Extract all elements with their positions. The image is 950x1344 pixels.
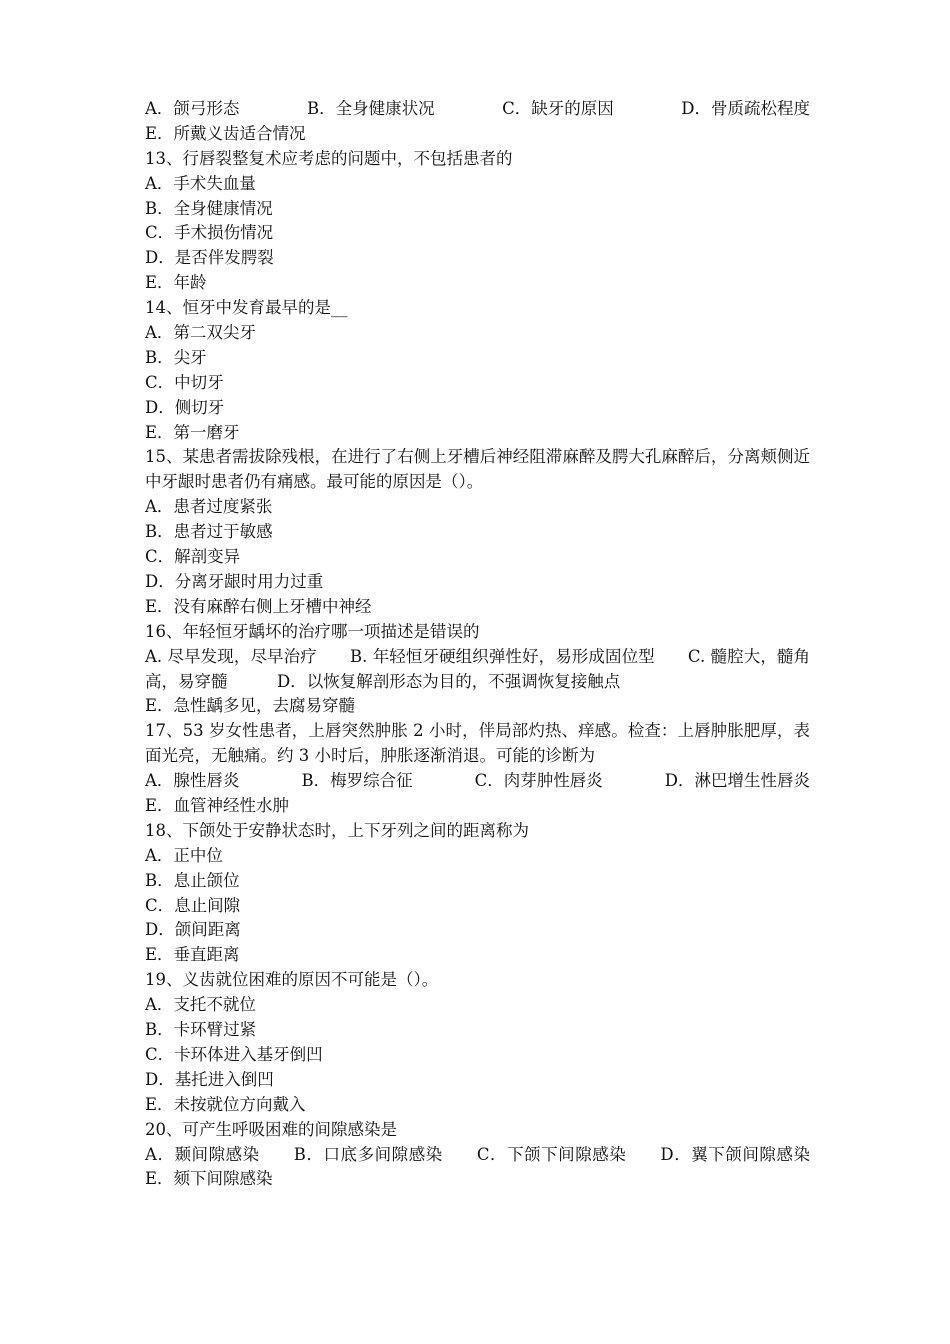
q18-option-c: C．息止间隙 [145,895,241,915]
q12-option-b: B．全身健康状况 [306,99,435,118]
q14-option-d: D．侧切牙 [145,397,225,417]
q20-options-text: A．颞间隙感染 B．口底多间隙感染 C．下颌下间隙感染 D．翼下颌间隙感染 E．颏下间隙感染 [145,1144,843,1189]
q15-option-c: C．解剖变异 [145,547,241,567]
q14-option-c: C．中切牙 [145,372,224,392]
q19-option-e: E．未按就位方向戴入 [145,1094,306,1114]
q13-option-a: A．手术失血量 [145,173,256,193]
q15-option-b: B．患者过于敏感 [145,522,273,542]
q16-option-e: E．急性龋多见，去腐易穿髓 [145,696,356,716]
q12-option-d: D．骨质疏松程度 [681,99,810,118]
exam-page [145,97,843,1192]
q19-option-b: B．卡环臂过紧 [145,1020,257,1040]
q19-option-d: D．基托进入倒凹 [145,1069,274,1089]
q15-option-e: E．没有麻醉右侧上牙槽中神经 [145,596,372,616]
q17-option-c: C．肉芽肿性唇炎 [474,771,603,791]
q14-option-a: A．第二双尖牙 [145,323,256,343]
q16-stem: 16、年轻恒牙龋坏的治疗哪一项描述是错误的 [145,621,480,641]
q14-option-e: E．第一磨牙 [145,422,240,442]
q13-option-d: D．是否伴发腭裂 [145,248,274,268]
q17-option-a: A．腺性唇炎 [145,771,240,791]
q17-stem: 17、53 岁女性患者，上唇突然肿胀 2 小时，伴局部灼热、痒感。检查：上唇肿胀肥厚，表面光亮，无触痛。约 3 小时后，肿胀逐渐消退。可能的诊断为 [145,721,810,766]
q19-option-a: A．支托不就位 [145,995,256,1015]
q12-option-a: A．颌弓形态 [145,99,240,118]
q15-option-a: A．患者过度紧张 [145,497,273,517]
q18-stem: 18、下颌处于安静状态时，上下牙列之间的距离称为 [145,820,529,840]
q18-option-e: E．垂直距离 [145,945,240,965]
q12-options-row [145,97,810,122]
q18-option-b: B．息止颌位 [145,870,240,890]
q12-option-e: E．所戴义齿适合情况 [145,123,306,143]
q12-option-c: C．缺牙的原因 [502,99,614,118]
q13-option-b: B．全身健康情况 [145,198,273,218]
q14-stem: 14、恒牙中发育最早的是__ [145,298,348,318]
q17-option-e: E．血管神经性水肿 [145,796,290,816]
q17-options-row [145,769,810,794]
q20-stem: 20、可产生呼吸困难的间隙感染是 [145,1119,397,1139]
q18-option-d: D．颌间距离 [145,920,241,940]
q17-option-b: B．梅罗综合征 [301,771,413,791]
q14-option-b: B．尖牙 [145,347,207,367]
q19-stem: 19、义齿就位困难的原因不可能是（）。 [145,970,439,990]
q19-option-c: C．卡环体进入基牙倒凹 [145,1044,323,1064]
q13-option-c: C．手术损伤情况 [145,223,274,243]
q13-stem: 13、行唇裂整复术应考虑的问题中，不包括患者的 [145,148,513,168]
q16-options-text: A. 尽早发现，尽早治疗 B. 年轻恒牙硬组织弹性好，易形成固位型 C. 髓腔大，髓角高，易穿髓 D．以恢复解剖形态为目的，不强调恢复接触点 [145,646,810,691]
q17-option-d: D．淋巴增生性唇炎 [664,771,810,791]
q15-option-d: D．分离牙龈时用力过重 [145,571,324,591]
q13-option-e: E．年龄 [145,273,207,293]
q18-option-a: A．正中位 [145,845,223,865]
q15-stem: 15、某患者需拔除残根，在进行了右侧上牙槽后神经阻滞麻醉及腭大孔麻醉后，分离颊侧近中牙龈时患者仍有痛感。最可能的原因是（）。 [145,447,810,492]
